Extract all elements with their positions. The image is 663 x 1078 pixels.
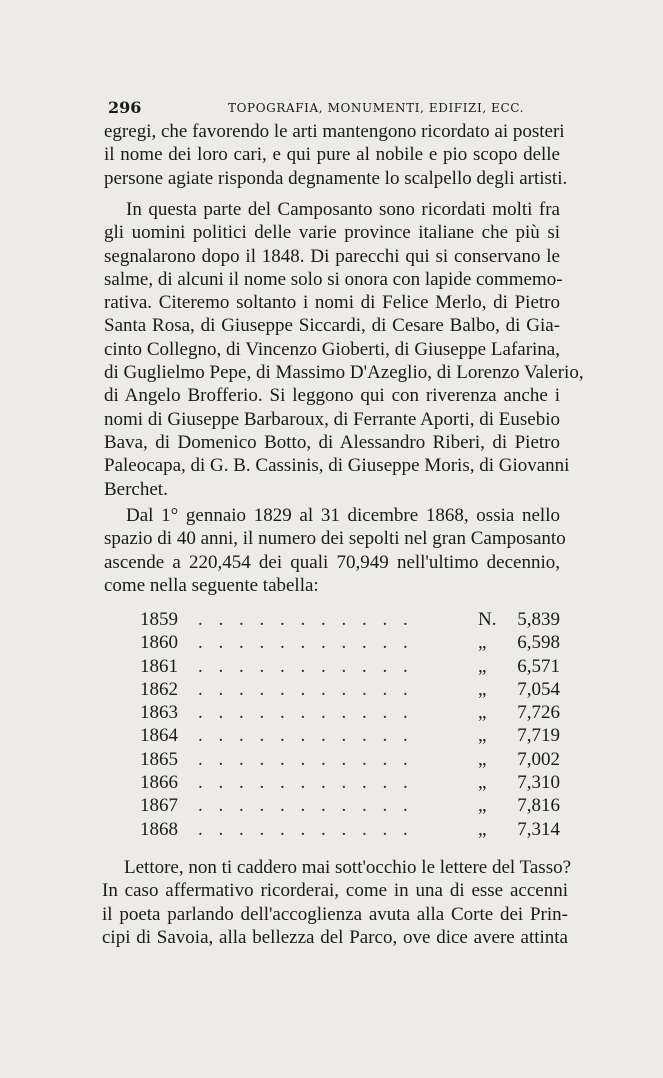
table-row	[140, 608, 560, 631]
table-count: 6,598	[517, 632, 560, 654]
text-line: Dal 1° gennaio 1829 al 31 dicembre 1868, ossia nello	[126, 505, 560, 526]
table-prefix: „	[478, 772, 487, 794]
text-line: Santa Rosa, di Giuseppe Siccardi, di Cesare Balbo, di Gia-	[104, 315, 560, 337]
text-line: Paleocapa, di G. B. Cassinis, di Giuseppe Moris, di Giovanni	[104, 455, 570, 477]
text-line: nomi di Giuseppe Barbaroux, di Ferrante Aporti, di Eusebio	[104, 408, 560, 430]
table-row	[140, 678, 560, 701]
table-prefix: „	[478, 725, 487, 747]
leader-dots: . . . . . . . . . . .	[198, 725, 414, 747]
table-year: 1859	[140, 609, 178, 630]
text-line: cinto Collegno, di Vincenzo Gioberti, di Giuseppe Lafarina,	[104, 338, 560, 360]
closing-paragraph	[102, 856, 572, 949]
text-line: di Angelo Brofferio. Si leggono qui con riverenza anche i	[104, 385, 560, 407]
text-line: come nella seguente tabella:	[104, 574, 319, 596]
table-prefix: N.	[478, 609, 497, 630]
table-row	[140, 818, 560, 841]
table-prefix: „	[478, 748, 487, 770]
table-count: 7,816	[517, 795, 560, 817]
leader-dots: . . . . . . . . . . .	[198, 748, 414, 770]
table-count: 7,054	[517, 678, 560, 700]
leader-dots: . . . . . . . . . . .	[198, 818, 414, 840]
leader-dots: . . . . . . . . . . .	[198, 795, 414, 817]
table-count: 7,310	[517, 772, 560, 794]
text-line: rativa. Citeremo soltanto i nomi di Felice Merlo, di Pietro	[104, 292, 560, 314]
table-row	[140, 771, 560, 794]
table-row	[140, 748, 560, 771]
running-head: TOPOGRAFIA, MONUMENTI, EDIFIZI, ECC.	[228, 101, 525, 115]
leader-dots: . . . . . . . . . . .	[198, 655, 414, 677]
table-year: 1868	[140, 818, 178, 840]
text-line: Berchet.	[104, 478, 168, 500]
text-line: In caso affermativo ricorderai, come in una di esse accenni	[102, 880, 568, 902]
leader-dots: . . . . . . . . . . .	[198, 678, 414, 700]
table-prefix: „	[478, 678, 487, 700]
table-year: 1860	[140, 632, 178, 654]
table-row	[140, 631, 560, 654]
table-year: 1866	[140, 772, 178, 794]
leader-dots: . . . . . . . . . . .	[198, 772, 414, 794]
text-line: cipi di Savoia, alla bellezza del Parco, ove dice avere attinta	[102, 926, 568, 948]
text-line: In questa parte del Camposanto sono ricordati molti fra	[126, 199, 560, 220]
text-line: persone agiate risponda degnamente lo scalpello degli artisti.	[104, 167, 568, 189]
table-year: 1863	[140, 702, 178, 724]
table-row	[140, 655, 560, 678]
table-year: 1864	[140, 725, 178, 747]
text-line: Bava, di Domenico Botto, di Alessandro Riberi, di Pietro	[104, 431, 560, 453]
leader-dots: . . . . . . . . . . .	[198, 609, 414, 630]
text-line: ascende a 220,454 dei quali 70,949 nell'ultimo decennio,	[104, 551, 560, 573]
text-line: di Guglielmo Pepe, di Massimo D'Azeglio, di Lorenzo Valerio,	[104, 362, 584, 384]
burial-table	[140, 608, 560, 841]
table-year: 1867	[140, 795, 178, 817]
paragraph-1	[104, 120, 568, 190]
table-prefix: „	[478, 655, 487, 677]
page-header	[108, 98, 560, 120]
paragraph-3	[104, 504, 566, 597]
table-row	[140, 794, 560, 817]
text-line: spazio di 40 anni, il numero dei sepolti nel gran Camposanto	[104, 528, 566, 550]
table-year: 1862	[140, 678, 178, 700]
table-count: 7,002	[517, 748, 560, 770]
table-prefix: „	[478, 818, 487, 840]
text-line: il poeta parlando dell'accoglienza avuta alla Corte dei Prin-	[102, 903, 568, 925]
leader-dots: . . . . . . . . . . .	[198, 632, 414, 654]
text-line: Lettore, non ti caddero mai sott'occhio le lettere del Tasso?	[124, 857, 572, 878]
paragraph-2	[104, 198, 584, 501]
table-year: 1861	[140, 655, 178, 677]
table-row	[140, 724, 560, 747]
text-line: il nome dei loro cari, e qui pure al nobile e pio scopo delle	[104, 144, 560, 166]
page-number: 296	[108, 98, 142, 117]
table-count: 7,314	[517, 818, 560, 840]
text-line: gli uomini politici delle varie province italiane che più si	[104, 222, 560, 244]
table-count: 6,571	[517, 655, 560, 677]
table-count: 7,726	[517, 702, 560, 724]
table-year: 1865	[140, 748, 178, 770]
body-text	[104, 120, 584, 596]
text-line: salme, di alcuni il nome solo si onora con lapide commemo-	[104, 268, 563, 290]
table-prefix: „	[478, 632, 487, 654]
text-line: segnalarono dopo il 1848. Di parecchi qui si conservano le	[104, 245, 560, 267]
leader-dots: . . . . . . . . . . .	[198, 702, 414, 724]
table-row	[140, 701, 560, 724]
table-count: 5,839	[517, 609, 560, 630]
table-count: 7,719	[517, 725, 560, 747]
table-prefix: „	[478, 795, 487, 817]
table-prefix: „	[478, 702, 487, 724]
text-line: egregi, che favorendo le arti mantengono ricordato ai posteri	[104, 121, 565, 142]
